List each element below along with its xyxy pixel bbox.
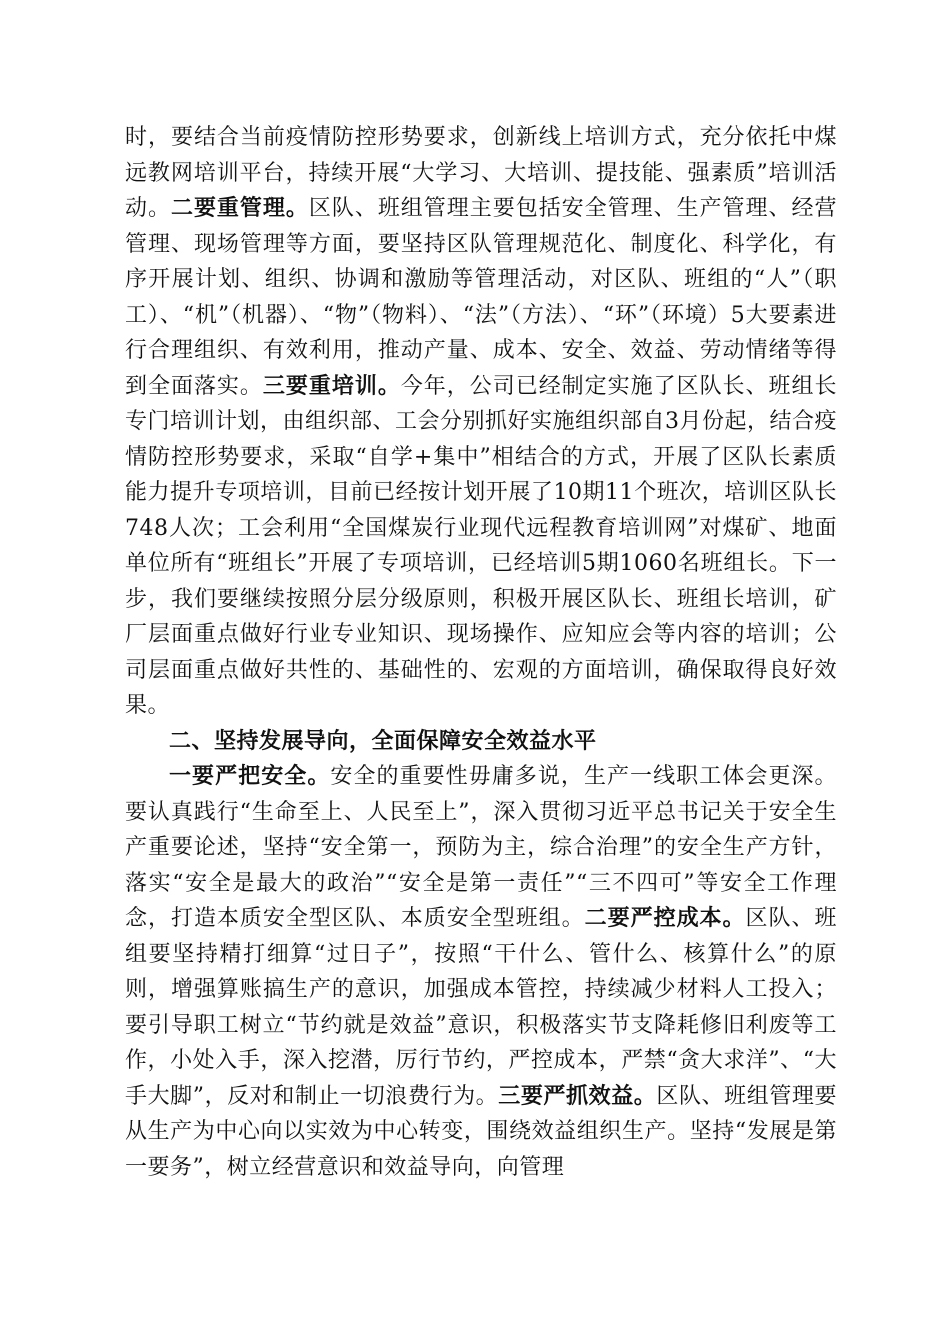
paragraph-training-management: [125, 120, 837, 724]
paragraph-text: 安全的重要性毋庸多说，生产一线职工体会更深。要认真践行“生命至上、人民至上”，深入贯彻习近平总书记关于安全生产重要论述，坚持“安全第一，预防为主，综合治理”的安全生产方针，落实“安全是最大的政治”“安全是第一责任”“三不四可”等安全工作理念，打造本质安全型区队、本质安全型班组。: [125, 764, 837, 931]
paragraph-text: 区队、班组管理主要包括安全管理、生产管理、经营管理、现场管理等方面，要坚持区队管理规范化、制度化、科学化，有序开展计划、组织、协调和激励等管理活动，对区队、班组的“人”（职工）、“机”（机器）、“物”（物料）、“法”（方法）、“环”（环境）5大要素进行合理组织、有效利用，推动产量、成本、安全、效益、劳动情绪等得到全面落实。: [125, 196, 837, 399]
paragraph-safety-efficiency: [125, 759, 837, 1185]
paragraph-text: 今年，公司已经制定实施了区队长、班组长专门培训计划，由组织部、工会分别抓好实施组织部自3月份起，结合疫情防控形势要求，采取“自学+集中”相结合的方式，开展了区队长素质能力提升专项培训，目前已经按计划开展了10期11个班次，培训区队长748人次；工会利用“全国煤炭行业现代远程教育培训网”对煤矿、地面单位所有“班组长”开展了专项培训，已经培训5期1060名班组长。下一步，我们要继续按照分层分级原则，积极开展区队长、班组长培训，矿厂层面重点做好行业专业知识、现场操作、应知应会等内容的培训；公司层面重点做好共性的、基础性的、宏观的方面培训，确保取得良好效果。: [125, 373, 837, 718]
paragraph-text: 区队、班组要坚持精打细算“过日子”，按照“干什么、管什么、核算什么”的原则，增强算账搞生产的意识，加强成本管控，持续减少材料人工投入；要引导职工树立“节约就是效益”意识，积极落实节支降耗修旧利废等工作，小处入手，深入挖潜，厉行节约，严控成本，严禁“贪大求洋”、“大手大脚”，反对和制止一切浪费行为。: [125, 906, 837, 1109]
bold-lead-efficiency: 三要严抓效益。: [498, 1083, 657, 1109]
paragraph-text: 时，要结合当前疫情防控形势要求，创新线上培训方式，充分依托中煤远教网培训平台，持续开展“大学习、大培训、提技能、强素质”培训活动。: [125, 125, 837, 221]
section-heading: 二、坚持发展导向，全面保障安全效益水平: [169, 728, 597, 754]
paragraph-text: 区队、班组管理要从生产为中心向以实效为中心转变，围绕效益组织生产。坚持“发展是第一要务”，树立经营意识和效益导向，向管理: [125, 1083, 837, 1180]
document-body: [125, 120, 837, 1185]
bold-lead-training: 三要重培训。: [262, 373, 401, 399]
bold-lead-management: 二要重管理。: [170, 196, 309, 221]
bold-lead-safety: 一要严把安全。: [169, 764, 331, 789]
bold-lead-cost: 二要严控成本。: [584, 906, 746, 931]
